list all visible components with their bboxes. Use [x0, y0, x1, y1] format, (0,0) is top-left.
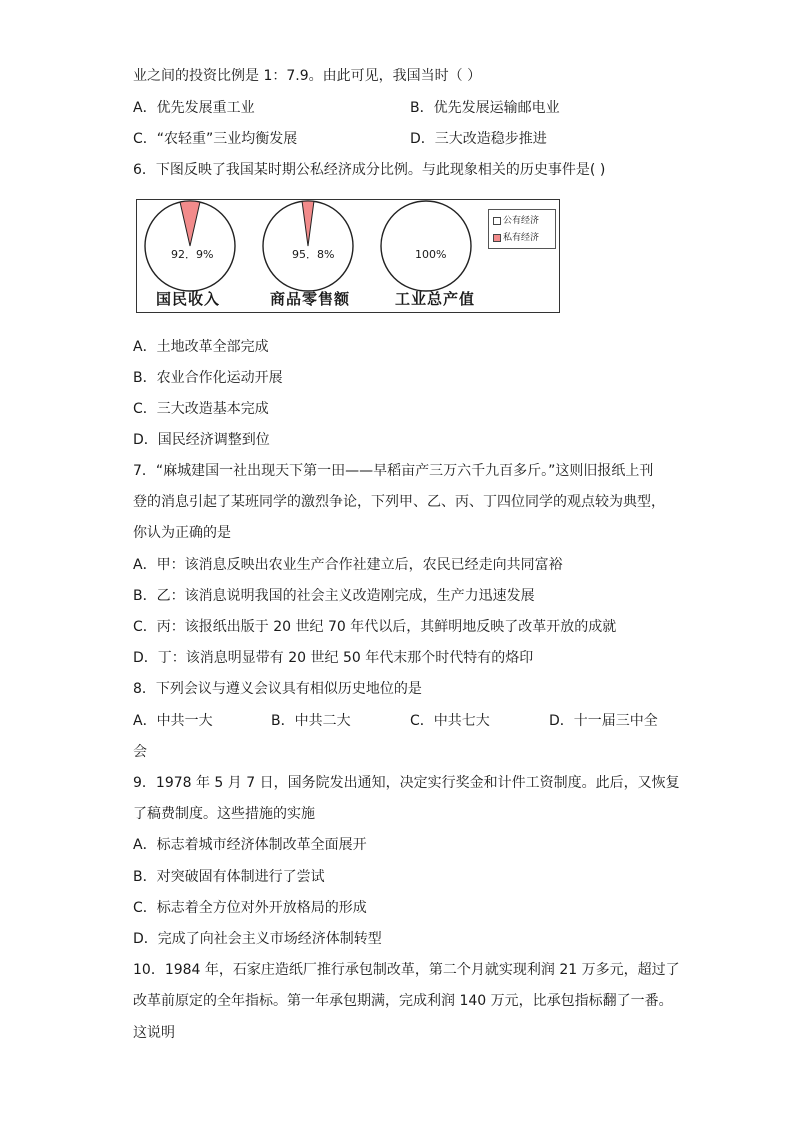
q9-option-b: B．对突破固有体制进行了尝试 — [133, 869, 325, 885]
q7-stem-line-1: 7．“麻城建国一社出现天下第一田——早稻亩产三万六千九百多斤。”这则旧报纸上刊 — [133, 463, 654, 479]
q7-option-b: B．乙：该消息说明我国的社会主义改造刚完成，生产力迅速发展 — [133, 588, 535, 604]
pie-value-label: 92．9% — [171, 248, 214, 261]
q10-stem-line-2: 改革前原定的全年指标。第一年承包期满，完成利润 140 万元，比承包指标翻了一番。 — [133, 993, 673, 1009]
q8-option-d-wrap: 会 — [133, 744, 147, 760]
q6-stem: 6．下图反映了我国某时期公私经济成分比例。与此现象相关的历史事件是( ) — [133, 162, 606, 178]
legend-item-private — [493, 232, 539, 244]
pie-slice-public — [381, 201, 471, 291]
q8-option-c: C．中共七大 — [410, 713, 490, 729]
q6-option-c: C．三大改造基本完成 — [133, 401, 269, 417]
pie-category-label: 商品零售额 — [270, 290, 351, 308]
q7-option-c: C．丙：该报纸出版于 20 世纪 70 年代以后，其鲜明地反映了改革开放的成就 — [133, 619, 617, 635]
q10-stem-line-3: 这说明 — [133, 1025, 175, 1041]
pie-category-label: 工业总产值 — [395, 290, 476, 308]
q9-option-d: D．完成了向社会主义市场经济体制转型 — [133, 931, 382, 947]
legend-swatch-public — [493, 217, 501, 225]
q6-option-a: A．土地改革全部完成 — [133, 339, 269, 355]
q5-option-a: A．优先发展重工业 — [133, 100, 255, 116]
q9-option-c: C．标志着全方位对外开放格局的形成 — [133, 900, 367, 916]
legend-label-private: 私有经济 — [503, 233, 540, 243]
q6-pie-figure — [136, 199, 560, 313]
q5-option-c: C．“农轻重”三业均衡发展 — [133, 131, 298, 147]
q7-option-d: D．丁：该消息明显带有 20 世纪 50 年代末那个时代特有的烙印 — [133, 650, 534, 666]
q6-option-d: D．国民经济调整到位 — [133, 432, 270, 448]
q9-option-a: A．标志着城市经济体制改革全面展开 — [133, 837, 367, 853]
q5-option-d: D．三大改造稳步推进 — [410, 131, 547, 147]
q6-option-b: B．农业合作化运动开展 — [133, 370, 283, 386]
q8-option-d: D．十一届三中全 — [549, 713, 658, 729]
pie-value-label: 100% — [415, 248, 447, 261]
pie-category-label: 国民收入 — [156, 290, 221, 308]
q7-option-a: A．甲：该消息反映出农业生产合作社建立后，农民已经走向共同富裕 — [133, 557, 563, 573]
q5-option-b: B．优先发展运输邮电业 — [410, 100, 560, 116]
q10-stem-line-1: 10．1984 年，石家庄造纸厂推行承包制改革，第二个月就实现利润 21 万多元，超过了 — [133, 962, 680, 978]
q8-option-a: A．中共一大 — [133, 713, 213, 729]
q8-option-b: B．中共二大 — [271, 713, 351, 729]
legend-label-public: 公有经济 — [503, 216, 540, 226]
q7-stem-line-2: 登的消息引起了某班同学的激烈争论，下列甲、乙、丙、丁四位同学的观点较为典型， — [133, 494, 665, 510]
q8-stem: 8．下列会议与遵义会议具有相似历史地位的是 — [133, 681, 422, 697]
q7-stem-line-3: 你认为正确的是 — [133, 525, 231, 541]
q9-stem-line-1: 9．1978 年 5 月 7 日，国务院发出通知，决定实行奖金和计件工资制度。此后，又恢复 — [133, 775, 680, 791]
q5-stem-tail: 业之间的投资比例是 1：7.9。由此可见，我国当时（ ） — [133, 68, 482, 84]
q9-stem-line-2: 了稿费制度。这些措施的实施 — [133, 806, 315, 822]
chart-legend — [488, 209, 556, 249]
pie-value-label: 95．8% — [292, 248, 335, 261]
legend-item-public — [493, 215, 539, 227]
legend-swatch-private — [493, 234, 501, 242]
